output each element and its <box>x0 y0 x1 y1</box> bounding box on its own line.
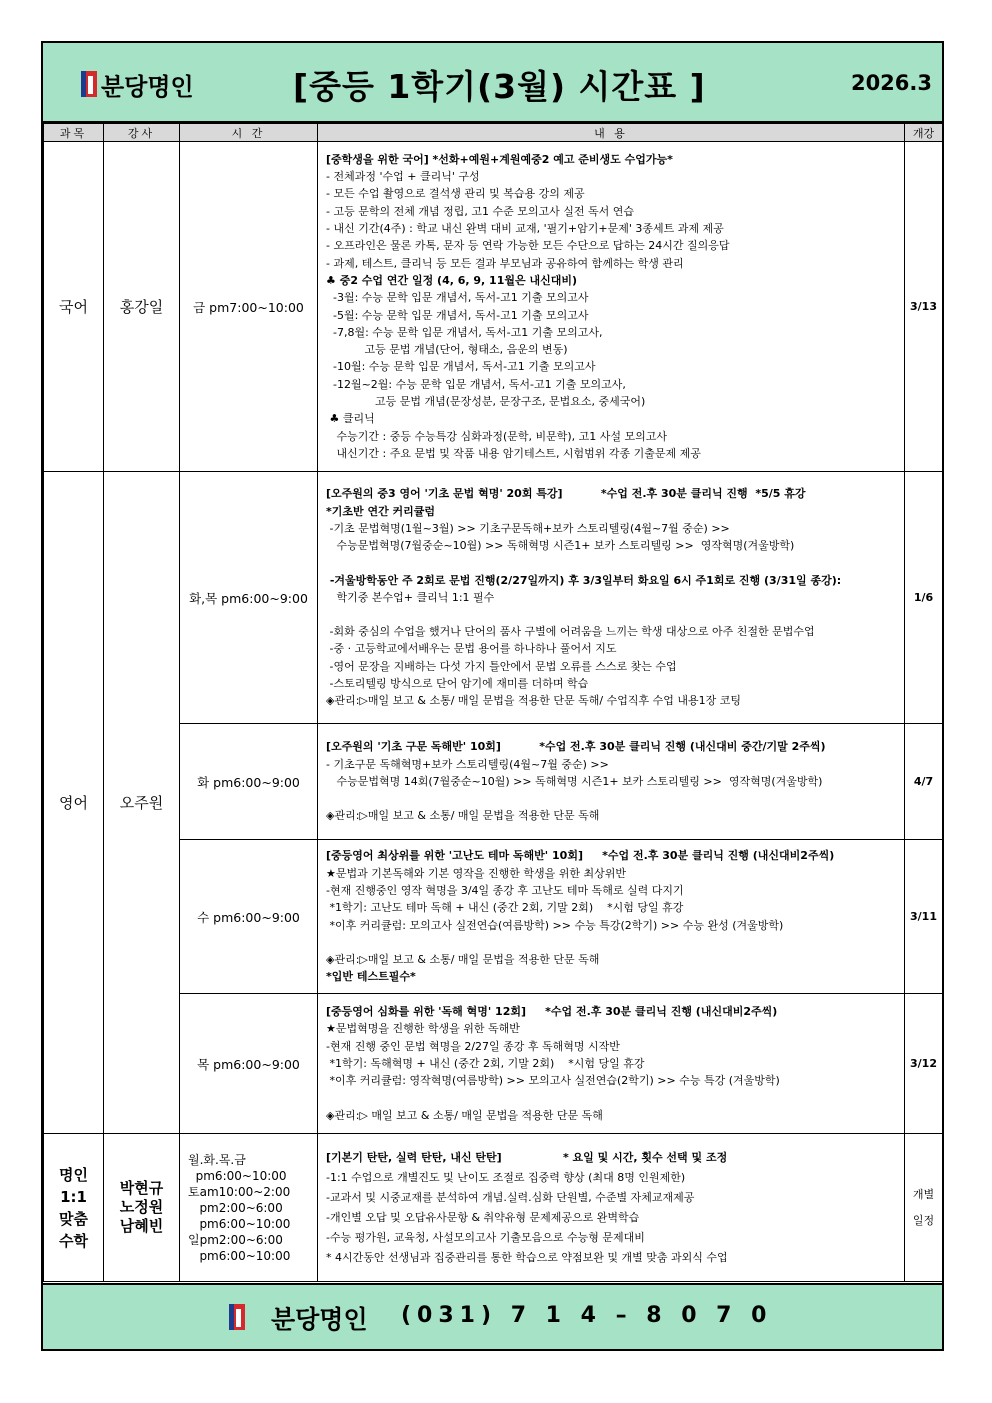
content-line: 내신기간 : 주요 문법 및 작품 내용 암기테스트, 시험범위 각종 기출문제 제공 <box>326 446 701 460</box>
table-row-english-1 <box>44 472 943 724</box>
content-line: - 모든 수업 촬영으로 결석생 관리 및 복습용 강의 제공 <box>326 187 585 201</box>
page-title: [중등 1학기(3월) 시간표 ] <box>293 67 706 106</box>
content-line: -개인별 오답 및 오답유사문항 & 취약유형 문제제공으로 완벽학습 <box>326 1210 640 1224</box>
teacher-cell: 오주원 <box>104 472 180 1134</box>
content-line: 수능기간 : 중등 수능특강 심화과정(문학, 비문학), 고1 사설 모의고사 <box>326 429 668 443</box>
content-line: ♣ 클리닉 <box>326 412 375 426</box>
time-cell <box>180 1134 318 1282</box>
start-date-cell: 3/11 <box>905 840 943 994</box>
content-line: - 오프라인은 물론 카톡, 문자 등 연락 가능한 모든 수단으로 답하는 24시간 질의응답 <box>326 239 730 253</box>
content-line: -7,8월: 수능 문학 입문 개념서, 독서-고1 기출 모의고사, <box>326 325 603 339</box>
column-header: 과목 <box>44 124 104 142</box>
page-header <box>43 43 942 123</box>
subject-line: 명인 <box>59 1165 88 1184</box>
content-line: -영어 문장을 지배하는 다섯 가지 틀안에서 문법 오류를 스스로 찾는 수업 <box>326 659 677 673</box>
table-row-korean <box>44 142 943 472</box>
content-line: -3월: 수능 문학 입문 개념서, 독서-고1 기출 모의고사 <box>326 291 589 305</box>
content-line: *기초반 연간 커리큘럼 <box>326 504 436 518</box>
content-line: -12월~2월: 수능 문학 입문 개념서, 독서-고1 기출 모의고사, <box>326 377 626 391</box>
content-line: - 내신 기간(4주) : 학교 내신 완벽 대비 교재, '필기+암기+문제' 3종세트 과제 제공 <box>326 222 724 236</box>
brand-logo-icon <box>81 71 97 97</box>
content-line: - 기초구문 독해혁명+보카 스토리텔링(4월~7월 중순) >> <box>326 757 609 771</box>
content-cell <box>318 1134 905 1282</box>
brand-logo-icon <box>229 1304 245 1330</box>
content-line: - 고등 문학의 전체 개념 정립, 고1 수준 모의고사 실전 독서 연습 <box>326 204 634 218</box>
time-line: pm6:00~10:00 <box>188 1248 291 1263</box>
subject-line: 수학 <box>59 1231 88 1250</box>
content-line: -5월: 수능 문학 입문 개념서, 독서-고1 기출 모의고사 <box>326 308 589 322</box>
start-date-cell <box>905 1134 943 1282</box>
time-cell: 금 pm7:00~10:00 <box>180 142 318 472</box>
content-cell <box>318 840 905 994</box>
column-header: 내 용 <box>318 124 905 142</box>
time-cell: 화,목 pm6:00~9:00 <box>180 472 318 724</box>
spacer <box>326 790 898 807</box>
table-row-math <box>44 1134 943 1282</box>
content-line: *입반 테스트필수* <box>326 970 416 984</box>
content-line: -현재 진행 중인 문법 혁명을 2/27일 종강 후 독해혁명 시작반 <box>326 1039 620 1053</box>
start-date-cell: 3/13 <box>905 142 943 472</box>
time-line: pm6:00~10:00 <box>188 1216 291 1231</box>
content-line: -회화 중심의 수업을 했거나 단어의 품사 구별에 어려움을 느끼는 학생 대상으로 아주 친절한 문법수업 <box>326 625 815 639</box>
content-line: -1:1 수업으로 개별진도 및 난이도 조절로 집중력 향상 (최대 8명 인원제한) <box>326 1170 686 1184</box>
content-line: -현재 진행중인 영작 혁명을 3/4일 종강 후 고난도 테마 독해로 실력 다지기 <box>326 884 684 898</box>
teacher-cell: 홍강일 <box>104 142 180 472</box>
subject-line: 1:1 <box>60 1187 87 1206</box>
content-line: ◈관리:▷매일 보고 & 소통/ 매일 문법을 적용한 단문 독해 <box>326 952 600 966</box>
time-line: pm2:00~6:00 <box>188 1200 283 1215</box>
content-line: -수능 평가원, 교육청, 사설모의고사 기출모음으로 수능형 문제대비 <box>326 1230 645 1244</box>
content-line: -겨울방학동안 주 2회로 문법 진행(2/27일까지) 후 3/3일부터 화요일 6시 주1회로 진행 (3/31일 종강): <box>326 573 842 587</box>
content-line: [기본기 탄탄, 실력 탄탄, 내신 탄탄] * 요일 및 시간, 횟수 선택 및 조정 <box>326 1150 728 1164</box>
start-date-cell: 1/6 <box>905 472 943 724</box>
column-header: 개강 <box>905 124 943 142</box>
time-line: 월.화.목.금 <box>188 1152 246 1167</box>
brand-name: 분당명인 <box>101 73 194 101</box>
content-line: ★문법과 기본독해와 기본 영작을 진행한 학생을 위한 최상위반 <box>326 866 626 880</box>
content-line: [중학생을 위한 국어] *선화+예원+계원예중2 예고 준비생도 수업가능* <box>326 152 673 166</box>
subject-cell <box>44 1134 104 1282</box>
start-line: 개별 <box>912 1187 935 1201</box>
content-line: [오주원의 중3 영어 '기초 문법 혁명' 20회 특강] *수업 전.후 30분 클리닉 진행 *5/5 휴강 <box>326 487 806 501</box>
start-date-cell: 3/12 <box>905 994 943 1134</box>
content-line: *1학기: 고난도 테마 독해 + 내신 (중간 2회, 기말 2회) *시험 당일 휴강 <box>326 901 684 915</box>
content-line: 수능문법혁명 14회(7월중순~10월) >> 독해혁명 시즌1+ 보카 스토리텔링 >> 영작혁명(겨울방학) <box>326 775 823 788</box>
teacher-name: 노정원 <box>119 1198 164 1216</box>
content-line: -10월: 수능 문학 입문 개념서, 독서-고1 기출 모의고사 <box>326 360 596 374</box>
date-label: 2026.3 <box>850 71 932 95</box>
teacher-cell <box>104 1134 180 1282</box>
spacer <box>326 1090 898 1107</box>
content-cell <box>318 994 905 1134</box>
content-line: *이후 커리큘럼: 영작혁명(여름방학) >> 모의고사 실전연습(2학기) >> 수능 특강 (겨울방학) <box>326 1074 780 1088</box>
column-header: 강사 <box>104 124 180 142</box>
column-header: 시 간 <box>180 124 318 142</box>
content-line: *이후 커리큘럼: 모의고사 실전연습(여름방학) >> 수능 특강(2학기) >> 수능 완성 (겨울방학) <box>326 918 784 932</box>
start-line: 일정 <box>912 1213 935 1227</box>
time-line: 일pm2:00~6:00 <box>188 1232 283 1247</box>
content-cell <box>318 142 905 472</box>
start-date-cell: 4/7 <box>905 724 943 840</box>
time-cell: 수 pm6:00~9:00 <box>180 840 318 994</box>
content-line: 수능문법혁명(7월중순~10월) >> 독해혁명 시즌1+ 보카 스토리텔링 >> 영작혁명(겨울방학) <box>326 539 795 553</box>
content-line: *1학기: 독해혁명 + 내신 (중간 2회, 기말 2회) *시험 당일 휴강 <box>326 1057 645 1070</box>
content-cell <box>318 724 905 840</box>
content-line: [중등영어 심화를 위한 '독해 혁명' 12회] *수업 전.후 30분 클리닉 진행 (내신대비2주씩) <box>326 1005 778 1019</box>
teacher-name: 박현규 <box>119 1179 164 1197</box>
content-line: ◈관리:▷ 매일 보고 & 소통/ 매일 문법을 적용한 단문 독해 <box>326 1108 603 1122</box>
content-line: - 과제, 테스트, 클리닉 등 모든 결과 부모님과 공유하여 함께하는 학생 관리 <box>326 256 684 270</box>
content-cell <box>318 472 905 724</box>
schedule-table <box>43 123 943 1282</box>
spacer <box>326 555 898 572</box>
content-line: ◈관리:▷매일 보고 & 소통/ 매일 문법을 적용한 단문 독해 <box>326 809 600 823</box>
time-cell: 목 pm6:00~9:00 <box>180 994 318 1134</box>
time-line: 토am10:00~2:00 <box>188 1184 291 1199</box>
subject-cell: 영어 <box>44 472 104 1134</box>
subject-cell: 국어 <box>44 142 104 472</box>
timetable-sheet <box>41 41 944 1351</box>
content-line: 학기중 본수업+ 클리닉 1:1 필수 <box>326 590 495 604</box>
teacher-name: 남혜빈 <box>119 1217 164 1235</box>
content-line: -교과서 및 시중교재를 분석하여 개념.실력.심화 단원별, 수준별 자체교재제공 <box>326 1190 695 1204</box>
content-line: [중등영어 최상위를 위한 '고난도 테마 독해반' 10회] *수업 전.후 30분 클리닉 진행 (내신대비2주씩) <box>326 849 835 863</box>
content-line: ◈관리:▷매일 보고 & 소통/ 매일 문법을 적용한 단문 독해/ 수업직후 수업 내용1장 코팅 <box>326 694 741 708</box>
content-line: 고등 문법 개념(문장성분, 문장구조, 문법요소, 중세국어) <box>326 394 646 408</box>
spacer <box>326 606 898 623</box>
table-header-row <box>44 124 943 142</box>
phone-number: (031) 7 1 4 – 8 0 7 0 <box>401 1303 773 1328</box>
footer-brand-name: 분당명인 <box>271 1305 368 1334</box>
content-line: -중 · 고등학교에서배우는 문법 용어를 하나하나 풀어서 지도 <box>326 642 617 656</box>
content-line: * 4시간동안 선생님과 집중관리를 통한 학습으로 약점보완 및 개별 맞춤 과외식 수업 <box>326 1250 728 1264</box>
content-line: - 전체과정 '수업 + 클리닉' 구성 <box>326 170 480 184</box>
time-cell: 화 pm6:00~9:00 <box>180 724 318 840</box>
page-footer <box>43 1283 942 1349</box>
content-line: [오주원의 '기초 구문 독해반' 10회] *수업 전.후 30분 클리닉 진행 (내신대비 중간/기말 2주씩) <box>326 740 826 754</box>
spacer <box>326 934 898 951</box>
content-line: -기초 문법혁명(1월~3월) >> 기초구문독해+보카 스토리텔링(4월~7월 중순) >> <box>326 521 730 535</box>
subject-line: 맞춤 <box>59 1209 88 1228</box>
time-line: pm6:00~10:00 <box>188 1168 287 1183</box>
content-line: ★문법혁명을 진행한 학생을 위한 독해반 <box>326 1022 520 1036</box>
content-line: ♣ 중2 수업 연간 일정 (4, 6, 9, 11월은 내신대비) <box>326 273 577 287</box>
content-line: 고등 문법 개념(단어, 형태소, 음운의 변동) <box>326 343 568 357</box>
content-line: -스토리텔링 방식으로 단어 암기에 재미를 더하며 학습 <box>326 677 589 691</box>
